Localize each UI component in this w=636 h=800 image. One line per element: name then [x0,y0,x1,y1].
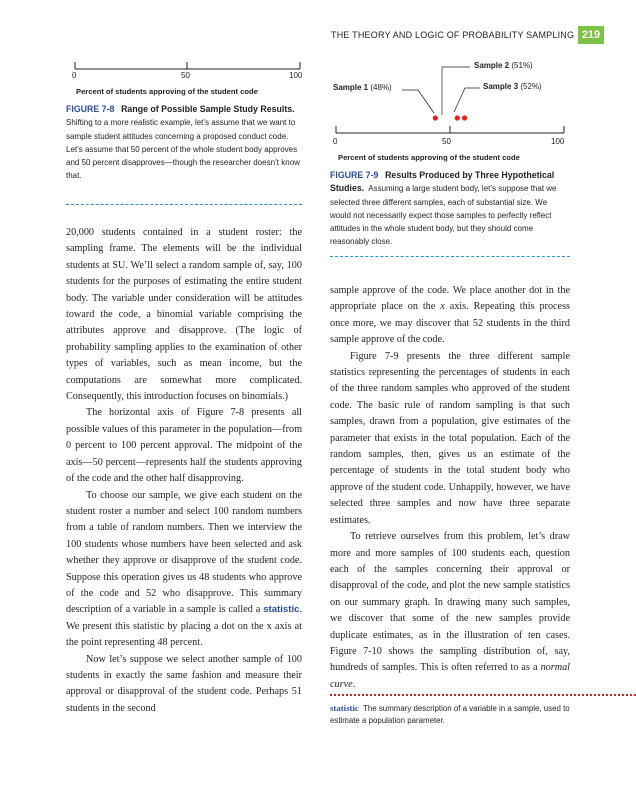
sample-2-dot [455,115,460,120]
left-paragraph-4: Now let’s suppose we select another sample of 100 students in exactly the same fashion and measure their approval or disapproval of the student code. Perhaps 51 students in the second [66,653,302,714]
fig9-tick-label-50: 50 [442,137,451,146]
glossary-definition: The summary description of a variable in a sample, used to estimate a population parameter. [330,704,570,726]
sample-3-leader [454,88,480,112]
fig9-axis-title: Percent of students approving of the student code [338,153,520,162]
sample-1-dot [433,115,438,120]
glossary-term: statistic [330,703,359,713]
figure-7-8-number: FIGURE 7-8 [66,104,115,114]
sample-3-dot [462,115,467,120]
sample-1-leader [402,90,434,113]
right-column [330,283,570,693]
figure-7-8-text: Shifting to a more realistic example, let’s assume that we want to sample student attitudes concerning a proposed conduct code. Let’s assume that 50 percent of the whole student body approves and 50 percent disapproves—though the researcher doesn’t know that. [66,118,300,181]
right-paragraph-3: To retrieve ourselves from this problem, let’s draw more and more samples of 100 students each, question each of the samples concerning their approval or disapproval of the code, and plot the new sample statistics on our summary graph. In drawing many such samples, we discover that some of the new samples provide duplicate estimates, as in the illustration of ten cases. Figure 7-10 shows the sampling distribution of, say, hundreds of samples. This is often referred to as a normal curve. [330,531,570,690]
left-paragraph-2: The horizontal axis of Figure 7-8 presents all possible values of this parameter in the population—from 0 percent to 100 percent approval. The midpoint of the axis—50 percent—represents half the students approving of the code and the other half disapproving. [66,407,302,485]
figure-7-8-title: Range of Possible Sample Study Results. [121,104,295,114]
figure-7-8-caption [66,103,302,183]
figure-7-9-text: Assuming a large student body, let’s suppose that we selected three different samples, each of substantial size. We would not necessarily expect those samples to perfectly reflect attitudes in the whole student body, but they should come reasonably close. [330,184,557,247]
keyword-statistic: statistic [263,604,300,616]
running-head: THE THEORY AND LOGIC OF PROBABILITY SAMPLING [331,30,575,40]
left-column [66,225,302,717]
fig9-tick-label-100: 100 [551,137,565,146]
figure-7-8-divider [66,204,302,205]
page-number: 219 [578,26,604,44]
left-paragraph-1: 20,000 students contained in a student roster: the sampling frame. The elements will be the individual students at SU. We’ll select a random sample of, say, 100 students for the purposes of estimating the entire student body. The variable under consideration will be attitudes toward the code, a binomial variable comprising the attributes approve and disapprove. (The logic of probability sampling applies to the examination of other types of variables, such as mean income, but the computations are somewhat more complicated. Consequently, this introduction focuses on binomials.) [66,227,302,403]
fig9-tick-label-0: 0 [333,137,338,146]
figure-7-9-number: FIGURE 7-9 [330,170,379,180]
glossary-divider [330,694,636,696]
term-normal-curve: normal curve [330,662,570,690]
left-paragraph-3: To choose our sample, we give each student on the student roster a number and select 100 random numbers from a table of random numbers. Then we interview the 100 students whose numbers have been selected and ask whether they approve or disapprove of the student code. Suppose this operation gives us 48 students who approve of the code and 52 who disapprove. This summary description of a variable in a sample is called a statistic. We present this statistic by placing a dot on the x axis at the point representing 48 percent. [66,489,302,649]
figure-7-9-caption [330,169,570,249]
sample-1-label: Sample 1 (48%) [333,83,392,92]
fig8-tick-label-50: 50 [181,71,190,80]
figure-7-9-divider [330,256,570,257]
figure-7-9-title: Results Produced by Three Hypothetical Studies. [330,170,555,194]
fig8-tick-label-100: 100 [289,71,303,80]
glossary-entry [330,702,580,728]
right-paragraph-1: sample approve of the code. We place another dot in the appropriate place on the x axis. Repeating this process once more, we may discover that 52 students in the third sample approve of the code. [330,285,571,346]
sample-2-label: Sample 2 (51%) [474,61,533,70]
fig8-tick-label-0: 0 [72,71,77,80]
right-paragraph-2: Figure 7-9 presents the three different sample statistics representing the percentages of students in each of the three random samples who approved of the student code. The basic rule of random sampling is that such samples, drawn from a population, give estimates of the parameter that exists in the total population. Each of the random samples, then, gives us an estimate of the percentage of students in the total student body who approve of the student code. Unhappily, however, we have selected three samples and now have three separate estimates. [330,350,570,526]
fig8-axis-title: Percent of students approving of the student code [76,87,258,96]
sample-3-label: Sample 3 (52%) [483,82,542,91]
